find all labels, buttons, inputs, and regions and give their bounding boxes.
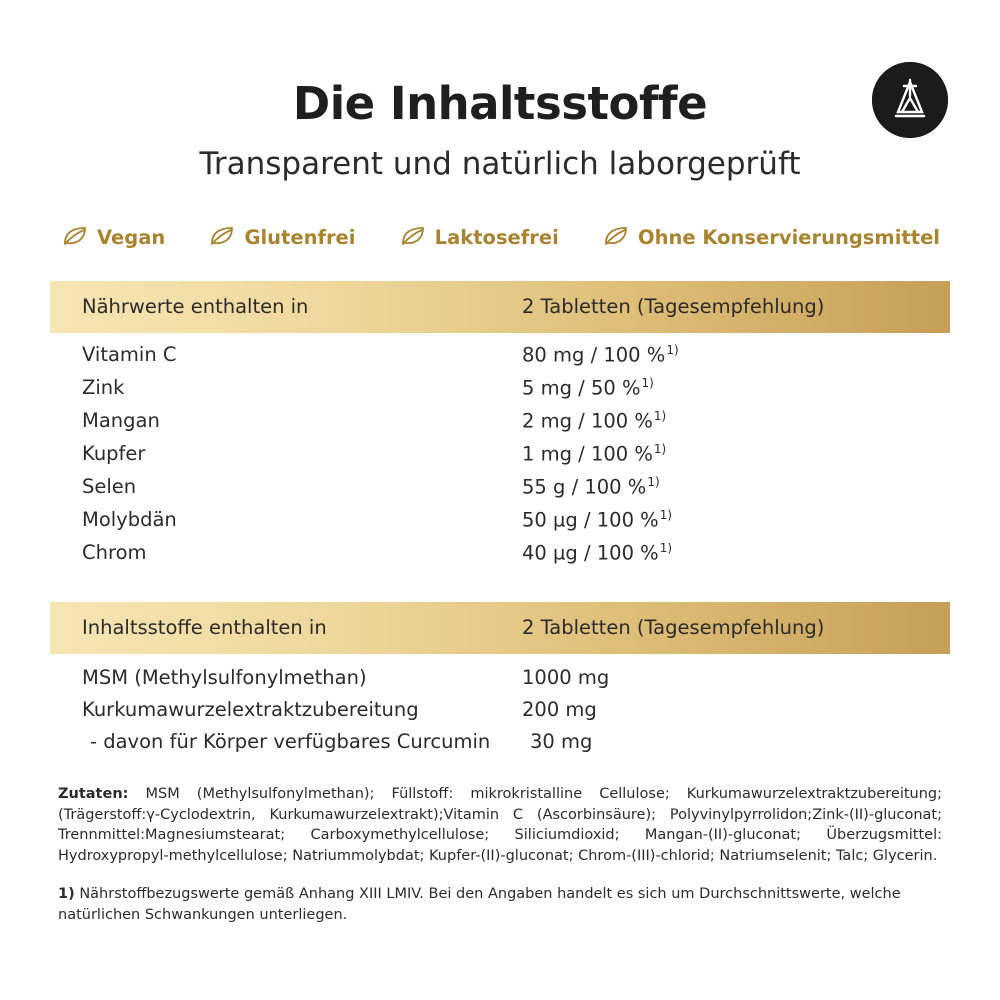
column-header-value: 2 Tabletten (Tagesempfehlung) [522,295,825,319]
ingredients-note [50,784,950,866]
ingredients-note-text: MSM (Methylsulfonylmethan); Füllstoff: mikrokristalline Cellulose; Kurkumawurzelextraktzubereitung; (Trägerstoff:γ-Cyclodextrin, Kurkumawurzelextrakt);Vitamin C (Ascorbinsäure); Polyvinylpyrrolidon;Zink-(II)-gluconat; Trennmittel:Magnesiumstearat; Carboxymethylcellulose; Siliciumdioxid; Mangan-(II)-gluconat; Überzugsmittel: Hydroxypropyl-methylcellulose; Natriummolybdat; Kupfer-(II)-gluconat; Chrom-(III)-chlorid; Natriumselenit; Talc; Glycerin. [58,785,942,864]
table-body [50,333,950,574]
nutrient-name: Chrom [82,541,147,565]
nutrient-name: Selen [82,475,137,499]
badge-label: Glutenfrei [244,226,356,250]
table-row [50,343,950,376]
footnote-marker: 1) [666,342,679,357]
footnote-marker: 1) [659,507,673,522]
ingredient-value: 1000 mg [522,665,610,689]
nutrient-amount: 2 mg / 100 % [522,409,653,433]
table-header-row [50,281,950,333]
badge-label: Laktosefrei [434,226,559,250]
leaf-icon [400,225,426,251]
column-header-value: 2 Tabletten (Tagesempfehlung) [522,616,825,640]
badge-vegan [62,225,165,251]
ingredient-name: - davon für Körper verfügbares Curcumin [90,729,491,753]
table-row [50,508,950,541]
nutrient-value [522,376,654,400]
table-row [50,666,950,698]
badge-ohne-konservierungsmittel [603,225,940,251]
table-row [50,376,950,409]
page-title: Die Inhaltsstoffe [292,77,708,130]
footnote-text: Nährstoffbezugswerte gemäß Anhang XIII LMIV. Bei den Angaben handelt es sich um Durchschnittswerte, welche natürlichen Schwankungen unterliegen. [58,886,901,923]
table-body [50,654,950,762]
table-row [50,698,950,730]
badge-laktosefrei [400,225,559,251]
nutrient-amount: 80 mg / 100 % [522,343,666,367]
nutrient-amount: 5 mg / 50 % [522,376,641,400]
leaf-icon [603,225,629,251]
ingredients-table [50,602,950,762]
footnote-marker: 1) [647,474,660,489]
nutrient-value [522,409,666,433]
table-row [50,541,950,574]
table-row [50,475,950,508]
page-subtitle: Transparent und natürlich laborgeprüft [199,145,801,182]
leaf-icon [209,225,235,251]
ingredient-value: 30 mg [530,729,593,753]
column-header-name: Inhaltsstoffe enthalten in [82,616,327,640]
badge-label: Vegan [97,226,166,250]
nutrient-name: Kupfer [82,442,146,466]
nutrient-amount: 50 µg / 100 % [522,508,659,532]
badge-row [50,225,950,251]
column-header-name: Nährwerte enthalten in [82,295,309,319]
badge-label: Ohne Konservierungsmittel [638,226,940,250]
leaf-icon [62,225,88,251]
nutrient-name: Vitamin C [82,343,177,367]
nutrient-name: Mangan [82,409,160,433]
ingredient-name: MSM (Methylsulfonylmethan) [82,665,367,689]
nutrient-value [522,508,672,532]
nutrition-table [50,281,950,574]
footnote-marker: 1) [659,540,673,555]
mountain-cross-logo-icon [872,62,948,138]
nutrient-value [522,442,666,466]
table-header-row [50,602,950,654]
nutrient-amount: 55 g / 100 % [522,475,647,499]
nutrient-amount: 40 µg / 100 % [522,541,659,565]
ingredients-note-label: Zutaten: [58,785,129,802]
footnote-marker: 1) [58,886,75,903]
nutrient-value [522,541,672,565]
table-row [50,442,950,475]
footnote [50,884,950,925]
table-row [50,730,950,762]
footnote-marker: 1) [653,408,667,423]
table-row [50,409,950,442]
ingredient-value: 200 mg [522,697,597,721]
ingredient-name: Kurkumawurzelextraktzubereitung [82,697,419,721]
nutrient-amount: 1 mg / 100 % [522,442,653,466]
footnote-marker: 1) [641,375,654,390]
footnote-marker: 1) [653,441,667,456]
nutrient-name: Zink [82,376,125,400]
nutrient-value [522,343,679,367]
nutrient-name: Molybdän [82,508,177,532]
nutrient-value [522,475,660,499]
badge-glutenfrei [209,225,355,251]
